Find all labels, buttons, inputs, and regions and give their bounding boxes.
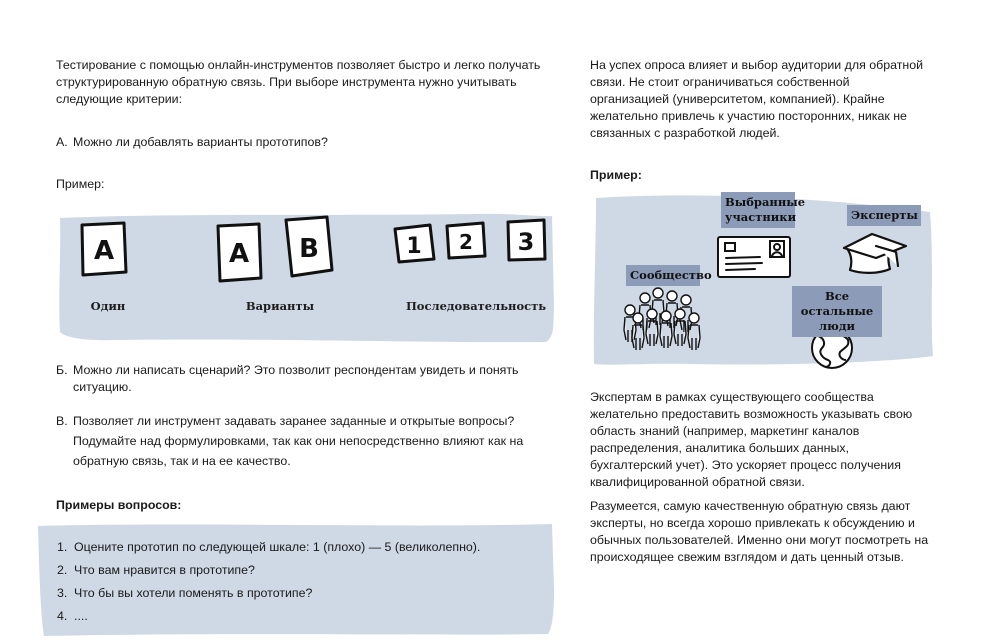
caption-single: Один xyxy=(90,299,126,313)
example-label-right: Пример: xyxy=(590,168,642,182)
question-item-1 xyxy=(57,539,517,556)
caption-sequence: Последовательность xyxy=(405,299,547,313)
criterion-a-mark: А. xyxy=(56,135,68,149)
question-number-2: 2. xyxy=(57,563,68,577)
prototypes-figure xyxy=(56,212,556,344)
question-text-4: .... xyxy=(74,609,88,623)
question-text-1: Оцените прототип по следующей шкале: 1 (плохо) — 5 (великолепно). xyxy=(74,540,481,554)
card-seq-3-label: 3 xyxy=(517,228,535,256)
audience-paragraph: На успех опроса влияет и выбор аудитории для обратной связи. Не стоит ограничиваться собственной организацией (университетом, компанией). Крайне желательно привлечь к участию посторонних, никак не связанных с разработкой людей. xyxy=(590,58,924,140)
caption-variants: Варианты xyxy=(245,299,315,313)
criterion-a xyxy=(56,134,576,151)
intro-paragraph: Тестирование с помощью онлайн-инструментов позволяет быстро и легко получать структурированную обратную связь. При выборе инструмента нужно учитывать следующие критерии: xyxy=(56,58,541,106)
example-label-left: Пример: xyxy=(56,177,105,191)
question-item-2 xyxy=(57,562,517,579)
criterion-v-text: Позволяет ли инструмент задавать заранее заданные и открытые вопросы? Подумайте над формулировками, так как они непосредственно влияют как на обратную связь, так и на ее качество. xyxy=(73,414,524,468)
card-single-label: A xyxy=(93,236,115,266)
card-seq-1-label: 1 xyxy=(406,234,422,259)
question-text-2: Что вам нравится в прототипе? xyxy=(74,563,255,577)
card-variant-a-label: A xyxy=(228,239,250,269)
label-community: Сообщество xyxy=(626,265,700,286)
criterion-b-mark: Б. xyxy=(56,363,68,377)
criterion-v-mark: В. xyxy=(56,414,68,428)
label-selected-participants: Выбранные участники xyxy=(721,192,795,228)
audience-figure xyxy=(590,190,935,370)
card-variant-b-label: B xyxy=(299,234,319,264)
questions-heading: Примеры вопросов: xyxy=(56,498,182,512)
users-paragraph: Разумеется, самую качественную обратную связь дают эксперты, но всегда хорошо привлекать к обсуждению и обычных пользователей. Именно они могут посмотреть на происходящее свежим взглядом и дать ценный отзыв. xyxy=(590,499,929,564)
question-number-3: 3. xyxy=(57,586,68,600)
question-text-3: Что бы вы хотели поменять в прототипе? xyxy=(74,586,313,600)
prototypes-figure-panel xyxy=(56,212,556,344)
question-number-4: 4. xyxy=(57,609,68,623)
experts-paragraph: Экспертам в рамках существующего сообщества желательно предоставить возможность указывать свою область знаний (например, маркетинг каналов распределения, аналитика больших данных, бухгалтерский учет). Это ускоряет процесс получения квалифицированной обратной связи. xyxy=(590,390,913,489)
criterion-b-text: Можно ли написать сценарий? Это позволит респондентам увидеть и понять ситуацию. xyxy=(73,363,519,394)
id-card-icon xyxy=(718,237,790,277)
question-item-4 xyxy=(57,608,517,625)
label-everyone-else: Все остальные люди xyxy=(792,286,882,337)
card-seq-2-label: 2 xyxy=(459,230,473,254)
question-number-1: 1. xyxy=(57,540,68,554)
criterion-b xyxy=(56,362,576,396)
criterion-v xyxy=(56,411,576,471)
question-item-3 xyxy=(57,585,517,602)
criterion-a-text: Можно ли добавлять варианты прототипов? xyxy=(73,135,328,149)
label-experts: Эксперты xyxy=(847,205,921,226)
